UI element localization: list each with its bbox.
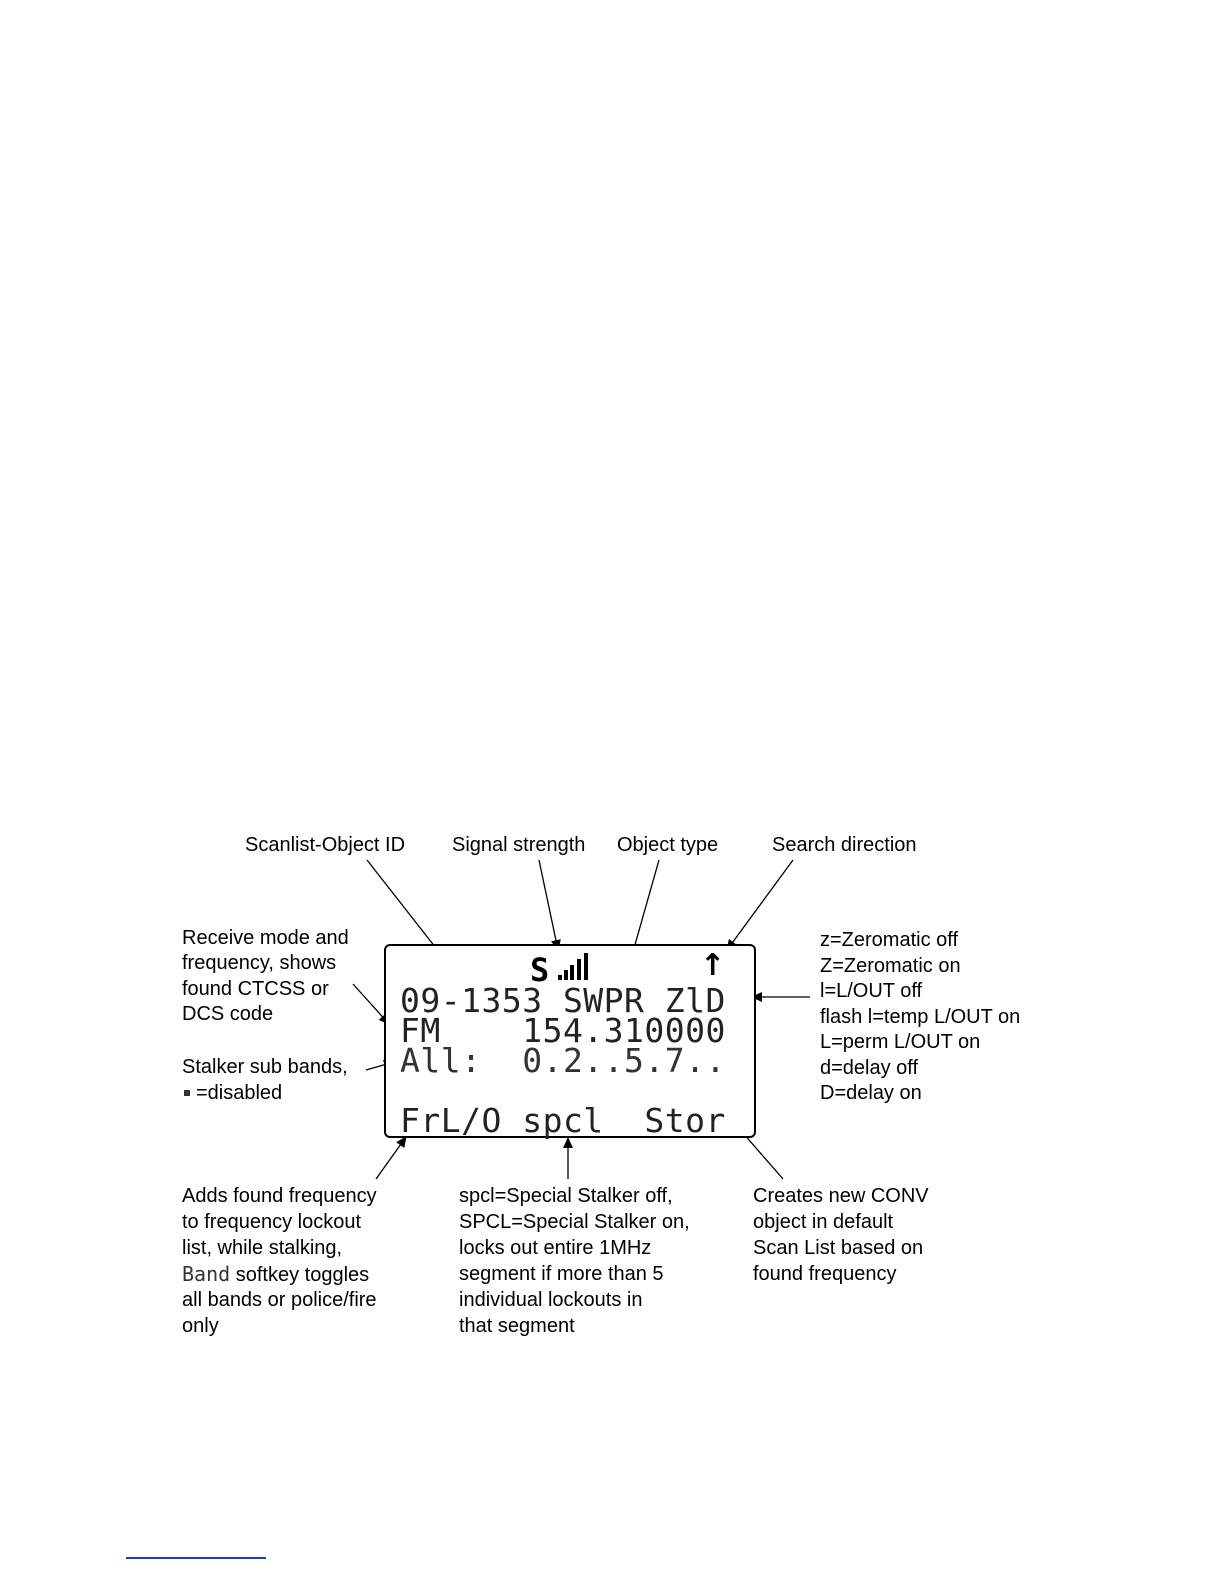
label-stor-2: object in default xyxy=(753,1211,894,1233)
label-frlo-3: list, while stalking, xyxy=(182,1237,343,1259)
label-frlo-1: Adds found frequency xyxy=(182,1185,377,1207)
lcd-row-object-id: 09-1353 SWPR ZlD xyxy=(400,981,726,1020)
lcd-row-subbands: All: 0.2..5.7.. xyxy=(400,1041,726,1080)
label-receive-mode-1: Receive mode and xyxy=(182,927,349,949)
label-spcl-4: segment if more than 5 xyxy=(459,1263,664,1285)
label-frlo-6: only xyxy=(182,1315,219,1337)
lcd-softkeys[interactable]: FrL/O spcl Stor xyxy=(400,1101,726,1140)
label-spcl-5: individual lockouts in xyxy=(459,1289,643,1311)
leader-signal xyxy=(539,860,558,950)
label-object-type: Object type xyxy=(617,834,719,856)
label-receive-mode-3: found CTCSS or xyxy=(182,978,329,1000)
lcd-row-frequency: FM 154.310000 xyxy=(400,1011,726,1050)
label-flag-4: flash l=temp L/OUT on xyxy=(820,1006,1021,1028)
label-stalker-2: =disabled xyxy=(182,1081,282,1107)
label-flag-2: Z=Zeromatic on xyxy=(820,955,961,977)
label-stalker-1: Stalker sub bands, xyxy=(182,1056,348,1078)
label-flag-7: D=delay on xyxy=(820,1082,922,1104)
label-signal-strength: Signal strength xyxy=(452,834,586,856)
leader-frl-o xyxy=(376,1137,406,1179)
label-object-id: Scanlist-Object ID xyxy=(245,834,406,856)
label-frlo-5: all bands or police/fire xyxy=(182,1289,377,1311)
label-stor-1: Creates new CONV xyxy=(753,1185,929,1207)
label-receive-mode-4: DCS code xyxy=(182,1003,274,1025)
label-spcl-6: that segment xyxy=(459,1315,575,1337)
label-stor-4: found frequency xyxy=(753,1263,897,1285)
search-direction-up-icon: ↑ xyxy=(700,948,726,983)
label-search-direction: Search direction xyxy=(772,834,917,856)
label-frlo-2: to frequency lockout xyxy=(182,1211,361,1233)
leader-search-dir xyxy=(727,860,793,950)
label-flag-5: L=perm L/OUT on xyxy=(820,1031,981,1053)
label-flag-1: z=Zeromatic off xyxy=(820,929,959,951)
band-softkey-glyph: Band xyxy=(182,1262,231,1286)
signal-s-icon: S xyxy=(530,951,550,989)
label-stor-3: Scan List based on xyxy=(753,1237,924,1259)
label-flag-6: d=delay off xyxy=(820,1057,919,1079)
disabled-dot-icon xyxy=(184,1090,190,1096)
signal-bars-icon xyxy=(558,952,598,980)
label-receive-mode-2: frequency, shows xyxy=(182,952,337,974)
footer-rule xyxy=(126,1557,266,1559)
label-frlo-4: Band softkey toggles xyxy=(182,1262,370,1286)
lcd-display xyxy=(384,944,756,1138)
label-flag-3: l=L/OUT off xyxy=(820,980,923,1002)
label-spcl-1: spcl=Special Stalker off, xyxy=(459,1185,673,1207)
label-spcl-3: locks out entire 1MHz xyxy=(459,1237,652,1259)
label-spcl-2: SPCL=Special Stalker on, xyxy=(459,1211,690,1233)
